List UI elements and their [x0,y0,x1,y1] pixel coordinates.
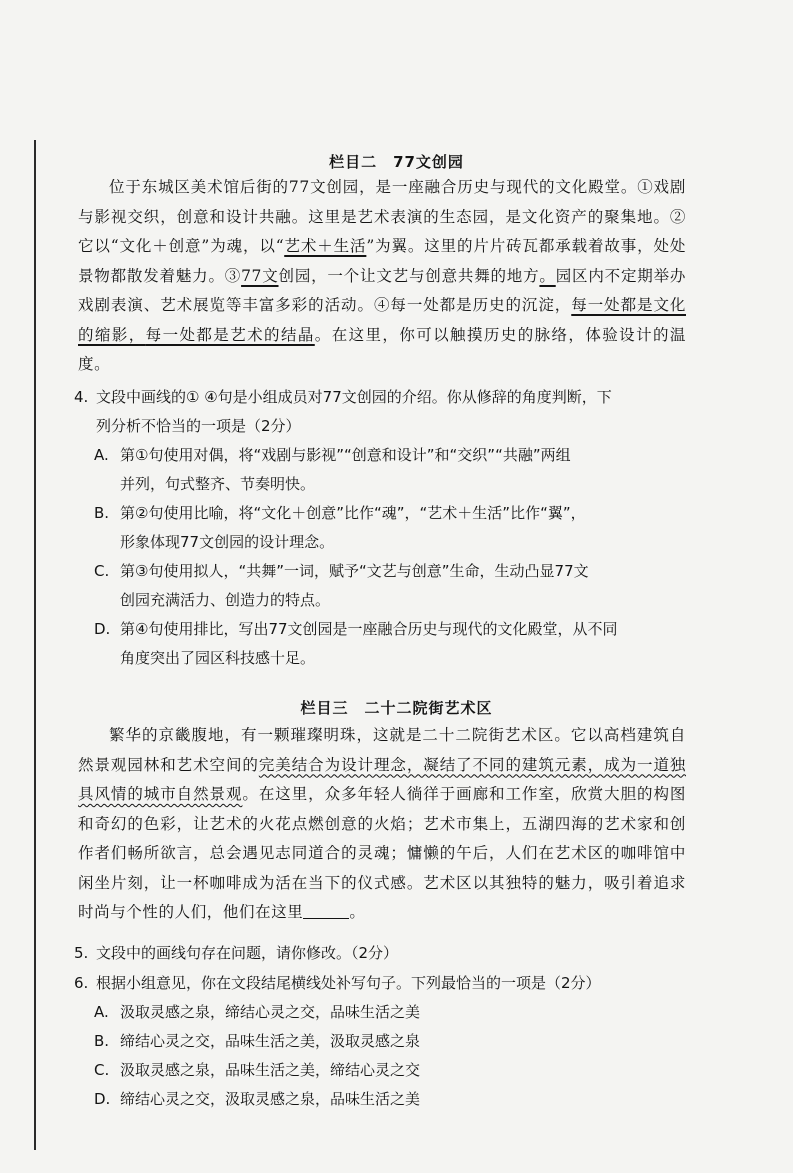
sentence-4-part: ④每一处都是历史的沉淀， [373,296,572,314]
question-4-stem-line1: 文段中画线的① ④句是小组成员对77文创园的介绍。你从修辞的角度判断，下 [96,388,612,406]
question-number: 4. [74,388,89,406]
option-text: 第②句使用比喻，将“文化＋创意”比作“魂”，“艺术＋生活”比作“翼”， [120,504,586,522]
option-label: C. [94,562,110,580]
underlined-sentence: 完美结合为设计理念，凝结了不同的建筑元素，成为一道独具风情的城市自然景观 [78,755,686,803]
sentence-2-part: ②它以“文化＋创意”为魂，以“ [78,207,687,255]
sentence-4-underlined: 每一处都是文化的缩影， [78,296,686,344]
sentence-3 [225,267,556,285]
sentence-2-part: ”为翼。 [366,237,425,255]
option-label: D. [94,620,111,638]
option-text: 第①句使用对偶，将“戏剧与影视”“创意和设计”和“交织”“共融”两组 [120,446,571,464]
option-text: 创园充满活力、创造力的特点。 [120,591,331,609]
question-number: 5. [74,944,89,962]
passage-text: 。在这里，众多年轻人徜徉于画廊和工作室，欣赏大胆的构图和奇幻的色彩，让艺术的火花点燃创意的火焰；艺术市集上，五湖四海的艺术家和创作者们畅所欲言，总会遇见志同道合的灵魂；慵懒的午后，人们在艺术区的咖啡馆中闲坐片刻，让一杯咖啡成为活在当下的仪式感。艺术区以其独特的魅力，吸引着追求时尚与个性的人们，他们在这里 [78,785,686,921]
sentence-3-underlined: 77文 [241,266,279,285]
question-4-stem [74,383,694,441]
sentence-4-underlined: 每一处都是艺术的结晶 [145,325,315,344]
page-margin-rule [34,140,36,1150]
option-text: 并列，句式整齐、节奏明快。 [120,475,316,493]
sentence-3-part: ③ [224,266,242,285]
option-text: 缔结心灵之交，汲取灵感之泉，品味生活之美 [120,1090,421,1108]
option-label: B. [94,1032,110,1050]
sentence-1: ①戏剧与影视交织，创意和设计共融。 [78,178,686,226]
option-label: C. [94,1061,110,1079]
option-c[interactable] [74,557,694,615]
question-number: 6. [74,974,89,992]
passage-text: 在这里，你可以触摸历史的脉络，体验设计的温度。 [78,325,686,373]
option-a[interactable] [74,998,694,1027]
option-b[interactable] [74,499,694,557]
question-4 [74,383,694,673]
passage-text: 园区内不定期举办戏剧表演、艺术展览等丰富多彩的活动。 [78,266,686,314]
option-text: 角度突出了园区科技感十足。 [120,649,316,667]
question-6 [74,969,694,1114]
option-d[interactable] [74,615,694,673]
passage-text: 这里的片片砖瓦都承载着故事，处处景物都散发着魅力。 [78,237,686,285]
option-label: B. [94,504,110,522]
passage-text: 这里是艺术表演的生态园，是文化资产的聚集地。 [308,207,670,226]
passage-text: 。 [349,903,366,921]
option-c[interactable] [74,1056,694,1085]
sentence-3-part: 创园，一个让文艺与创意共舞的地方 [278,266,540,285]
question-5 [74,939,694,968]
option-text: 第④句使用排比，写出77文创园是一座融合历史与现代的文化殿堂，从不同 [120,620,618,638]
question-5-stem [74,939,694,968]
option-label: A. [94,1003,109,1021]
question-6-text: 根据小组意见，你在文段结尾横线处补写句子。下列最恰当的一项是（2分） [96,974,601,992]
question-4-stem-line2: 列分析不恰当的一项是（2分） [96,417,301,435]
option-label: D. [94,1090,111,1108]
passage-text: 位于东城区美术馆后街的77文创园，是一座融合历史与现代的文化殿堂。 [109,178,638,196]
option-b[interactable] [74,1027,694,1056]
sentence-4-part: 。 [314,325,332,344]
question-6-stem [74,969,694,998]
question-5-text: 文段中的画线句存在问题，请你修改。（2分） [96,944,399,962]
sentence-3-underlined: 。 [539,266,556,285]
section2-passage [78,173,686,380]
section3-title: 栏目三 二十二院街艺术区 [300,699,493,717]
option-text: 汲取灵感之泉，缔结心灵之交，品味生活之美 [120,1003,421,1021]
option-a[interactable] [74,441,694,499]
option-d[interactable] [74,1085,694,1114]
section2-title: 栏目二 77文创园 [329,153,464,171]
section3-passage [78,721,686,928]
option-text: 汲取灵感之泉，品味生活之美，缔结心灵之交 [120,1061,421,1079]
option-label: A. [94,446,109,464]
option-text: 第③句使用拟人，“共舞”一词，赋予“文艺与创意”生命，生动凸显77文 [120,562,589,580]
option-text: 形象体现77文创园的设计理念。 [120,533,335,551]
answer-blank[interactable] [303,903,349,920]
sentence-2-underlined: 艺术＋生活 [284,237,367,255]
passage-text: 繁华的京畿腹地，有一颗璀璨明珠，这就是二十二院街艺术区。它以高档建筑自然景观园林和艺术空间的 [78,726,686,774]
option-text: 缔结心灵之交，品味生活之美，汲取灵感之泉 [120,1032,421,1050]
